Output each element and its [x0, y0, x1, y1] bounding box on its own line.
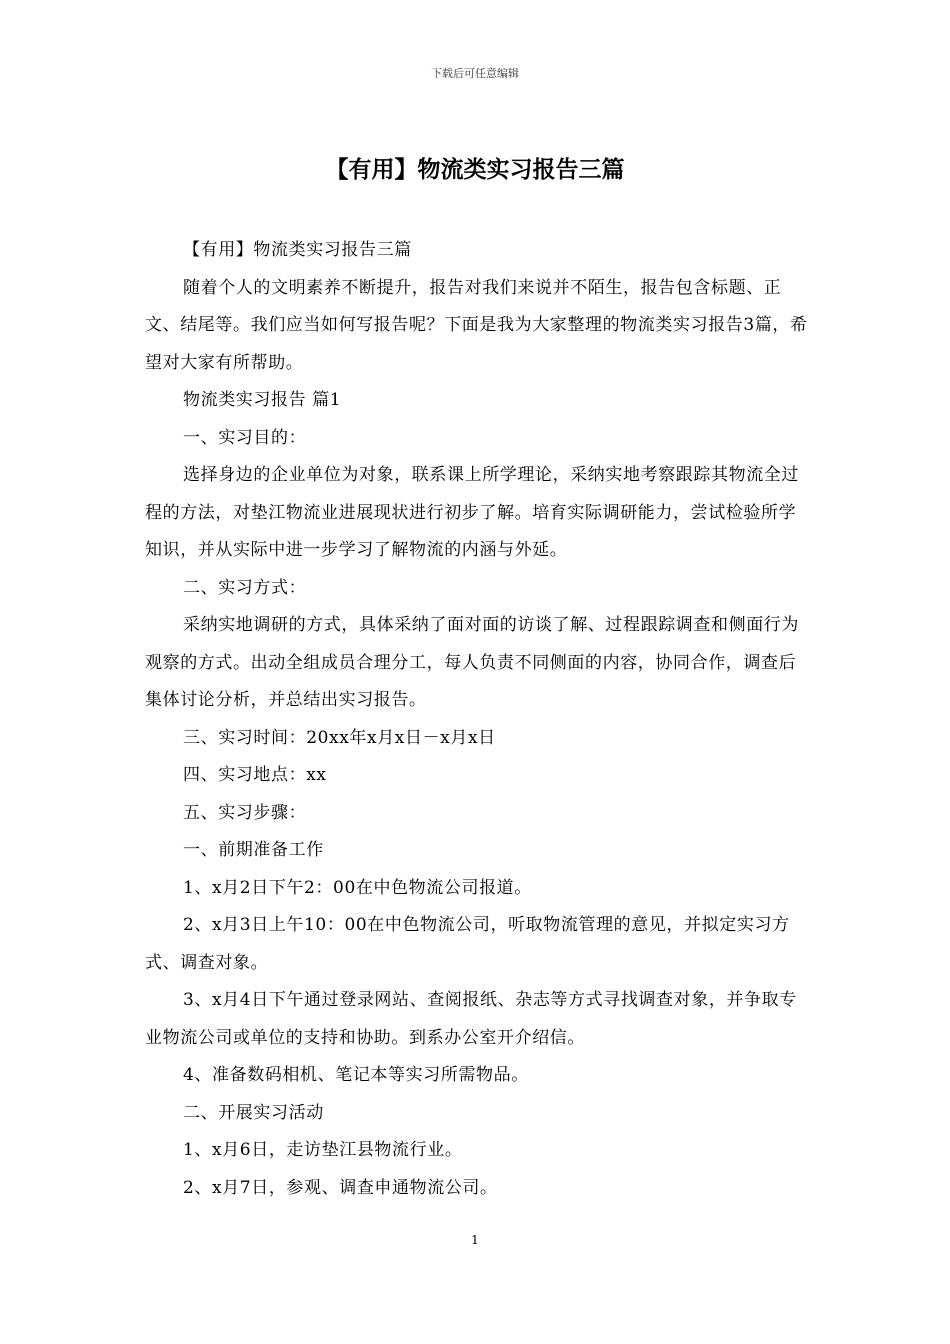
paragraph-step-1: 1、x月2日下午2：00在中色物流公司报道。 [183, 877, 532, 898]
page-number: 1 [471, 1233, 479, 1247]
paragraph-step-3: 3、x月4日下午通过登录网站、查阅报纸、杂志等方式寻找调查对象，并争取专业物流公司或单位的支持和协助。到系办公室开介绍信。 [145, 990, 797, 1048]
paragraph-heading-preparation: 一、前期准备工作 [183, 840, 324, 860]
paragraph-method: 采纳实地调研的方式，具体采纳了面对面的访谈了解、过程跟踪调查和侧面行为观察的方式。出动全组成员合理分工，每人负责不同侧面的内容，协同合作，调查后集体讨论分析，并总结出实习报告。 [145, 615, 799, 710]
paragraph-activity-2: 2、x月7日，参观、调查申通物流公司。 [183, 1177, 498, 1198]
paragraph-heading-purpose: 一、实习目的： [183, 427, 307, 448]
paragraph-intro: 随着个人的文明素养不断提升，报告对我们来说并不陌生，报告包含标题、正文、结尾等。我们应当如何写报告呢？下面是我为大家整理的物流类实习报告3篇，希望对大家有所帮助。 [145, 277, 808, 373]
document-body [145, 232, 813, 1207]
document-title: 【有用】物流类实习报告三篇 [325, 156, 625, 183]
paragraph-location: 四、实习地点：xx [183, 765, 327, 785]
paragraph-purpose: 选择身边的企业单位为对象，联系课上所学理论，采纳实地考察跟踪其物流全过程的方法，对垫江物流业进展现状进行初步了解。培育实际调研能力，尝试检验所学知识，并从实际中进一步学习了解物流的内涵与外延。 [145, 465, 799, 560]
paragraph-section-heading: 物流类实习报告 篇1 [183, 390, 342, 410]
paragraph-activity-1: 1、x月6日，走访垫江县物流行业。 [183, 1140, 463, 1160]
paragraph-heading-activities: 二、开展实习活动 [183, 1102, 324, 1123]
paragraph-heading-method: 二、实习方式： [183, 577, 307, 598]
paragraph-step-2: 2、x月3日上午10：00在中色物流公司，听取物流管理的意见，并拟定实习方式、调查对象。 [145, 915, 790, 973]
page-header-note: 下载后可任意编辑 [431, 67, 519, 80]
paragraph-subtitle: 【有用】物流类实习报告三篇 [183, 240, 412, 260]
paragraph-heading-steps: 五、实习步骤： [183, 802, 307, 823]
paragraph-time: 三、实习时间：20xx年x月x日－x月x日 [183, 727, 496, 748]
paragraph-step-4: 4、准备数码相机、笔记本等实习所需物品。 [183, 1065, 529, 1085]
